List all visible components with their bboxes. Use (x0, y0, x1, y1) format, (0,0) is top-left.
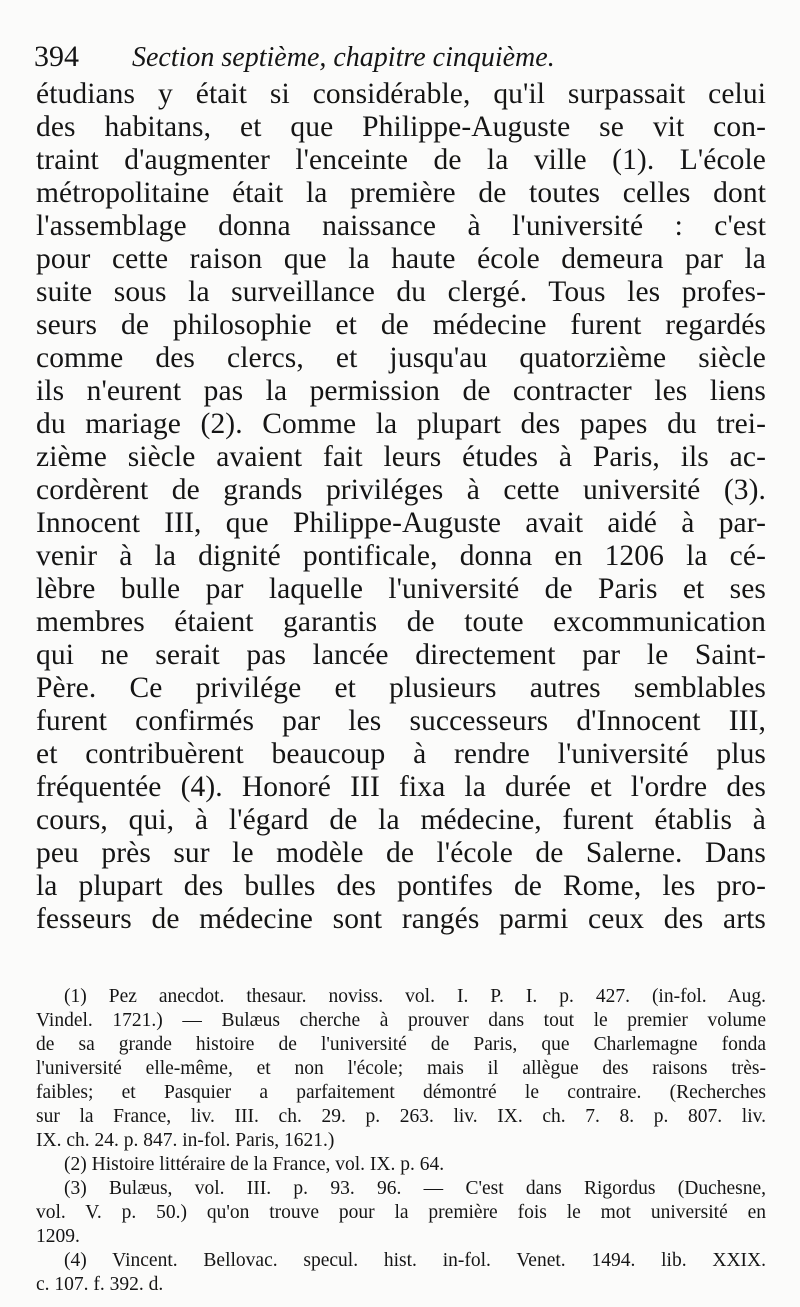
text-line: pour cette raison que la haute école demeura par la (36, 243, 766, 275)
text-line: comme des clercs, et jusqu'au quatorzième siècle (36, 342, 766, 374)
running-head: Section septième, chapitre cinquième. (132, 42, 555, 73)
text-line: Père. Ce privilége et plusieurs autres semblables (36, 672, 766, 704)
text-line: lèbre bulle par laquelle l'université de Paris et ses (36, 573, 766, 605)
text-line: Innocent III, que Philippe-Auguste avait aidé à par- (36, 507, 766, 539)
footnote-3-line: (3) Bulæus, vol. III. p. 93. 96. — C'est dans Rigordus (Duchesne, (64, 1178, 766, 1199)
text-line: suite sous la surveillance du clergé. Tous les profes- (36, 276, 766, 308)
text-line: venir à la dignité pontificale, donna en 1206 la cé- (36, 540, 766, 572)
text-line: furent confirmés par les successeurs d'Innocent III, (36, 705, 766, 737)
text-line: cordèrent de grands priviléges à cette université (3). (36, 474, 766, 506)
text-line: métropolitaine était la première de toutes celles dont (36, 177, 766, 209)
footnote-3-line: vol. V. p. 50.) qu'on trouve pour la première fois le mot université en (36, 1202, 766, 1223)
footnote-1-line: l'université elle-même, et non l'école; mais il allègue des raisons très- (36, 1058, 766, 1079)
text-line: la plupart des bulles des pontifes de Rome, les pro- (36, 870, 766, 902)
text-line: ils n'eurent pas la permission de contracter les liens (36, 375, 766, 407)
text-line: des habitans, et que Philippe-Auguste se vit con- (36, 111, 766, 143)
text-line: du mariage (2). Comme la plupart des papes du trei- (36, 408, 766, 440)
text-line: membres étaient garantis de toute excommunication (36, 606, 766, 638)
footnote-1-line: (1) Pez anecdot. thesaur. noviss. vol. I. P. I. p. 427. (in-fol. Aug. (64, 986, 766, 1007)
text-line: et contribuèrent beaucoup à rendre l'université plus (36, 738, 766, 770)
footnote-1-line: IX. ch. 24. p. 847. in-fol. Paris, 1621.) (36, 1130, 335, 1151)
text-line: peu près sur le modèle de l'école de Salerne. Dans (36, 837, 766, 869)
footnote-3-line: 1209. (36, 1226, 80, 1247)
text-line: l'assemblage donna naissance à l'université : c'est (36, 210, 766, 242)
page-number: 394 (34, 40, 79, 73)
footnotes (36, 985, 766, 1297)
text-line: fesseurs de médecine sont rangés parmi ceux des arts (36, 903, 766, 935)
footnote-1-line: Vindel. 1721.) — Bulæus cherche à prouver dans tout le premier volume (36, 1010, 766, 1031)
footnote-4-line: c. 107. f. 392. d. (36, 1274, 164, 1295)
page-header (34, 40, 774, 80)
text-line: traint d'augmenter l'enceinte de la ville (1). L'école (36, 144, 766, 176)
footnote-2: (2) Histoire littéraire de la France, vol. IX. p. 64. (64, 1154, 445, 1175)
text-line: étudians y était si considérable, qu'il surpassait celui (36, 78, 766, 110)
text-line: qui ne serait pas lancée directement par le Saint- (36, 639, 766, 671)
text-line: zième siècle avaient fait leurs études à Paris, ils ac- (36, 441, 766, 473)
footnote-1-line: sur la France, liv. III. ch. 29. p. 263. liv. IX. ch. 7. 8. p. 807. liv. (36, 1106, 766, 1127)
footnote-4-line: (4) Vincent. Bellovac. specul. hist. in-fol. Venet. 1494. lib. XXIX. (64, 1250, 766, 1271)
text-line: cours, qui, à l'égard de la médecine, furent établis à (36, 804, 766, 836)
text-line: seurs de philosophie et de médecine furent regardés (36, 309, 766, 341)
footnote-1-line: de sa grande histoire de l'université de Paris, que Charlemagne fonda (36, 1034, 766, 1055)
body-text (36, 78, 766, 936)
text-line: fréquentée (4). Honoré III fixa la durée et l'ordre des (36, 771, 766, 803)
footnote-1-line: faibles; et Pasquier a parfaitement démontré le contraire. (Recherches (36, 1082, 766, 1103)
